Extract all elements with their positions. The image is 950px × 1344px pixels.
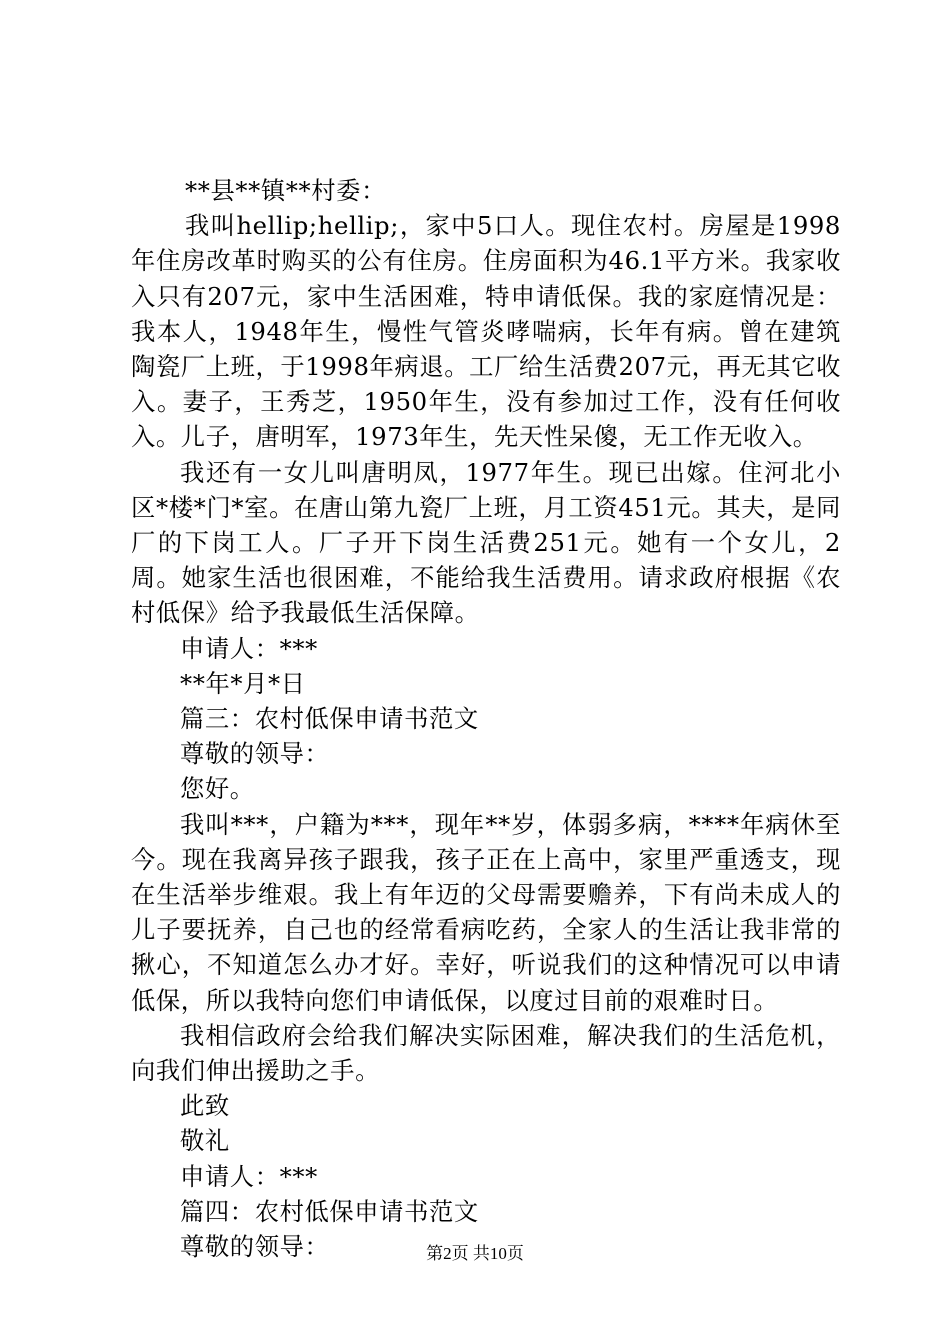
salutation-line: 尊敬的领导：	[180, 739, 330, 769]
salutation-line: 尊敬的领导：	[180, 1232, 330, 1262]
page-footer	[0, 1243, 950, 1265]
closing-line: 敬礼	[180, 1126, 230, 1156]
document-body	[131, 173, 841, 1264]
page-number-label: 第2页 共10页	[426, 1244, 524, 1263]
date-line: **年*月*日	[180, 668, 306, 698]
greeting-line: 您好。	[180, 774, 255, 804]
applicant-line: 申请人：***	[180, 633, 318, 663]
body-paragraph: 我还有一女儿叫唐明凤，1977年生。现已出嫁。住河北小区*楼*门*室。在唐山第九瓷厂上班，月工资451元。其夫，是同厂的下岗工人。厂子开下岗生活费251元。她有一个女儿，2周。她家生活也很困难，不能给我生活费用。请求政府根据《农村低保》给予我最低生活保障。	[131, 457, 841, 628]
body-paragraph: 我相信政府会给我们解决实际困难，解决我们的生活危机，向我们伸出援助之手。	[131, 1020, 841, 1086]
section-heading: 篇三：农村低保申请书范文	[180, 704, 479, 734]
body-paragraph: 我叫***，户籍为***，现年**岁，体弱多病，****年病休至今。现在我离异孩子跟我，孩子正在上高中，家里严重透支，现在生活举步维艰。我上有年迈的父母需要赡养，下有尚未成人的儿子要抚养，自己也的经常看病吃药，全家人的生活让我非常的揪心，不知道怎么办才好。幸好，听说我们的这种情况可以申请低保，所以我特向您们申请低保，以度过目前的艰难时日。	[131, 809, 841, 1015]
section-heading: 篇四：农村低保申请书范文	[180, 1196, 479, 1226]
salutation-line: **县**镇**村委：	[185, 176, 386, 205]
closing-line: 此致	[180, 1091, 230, 1121]
body-paragraph: 我叫hellip;hellip;，家中5口人。现住农村。房屋是1998年住房改革时购买的公有住房。住房面积为46.1平方米。我家收入只有207元，家中生活困难，特申请低保。我的家庭情况是：我本人，1948年生，慢性气管炎哮喘病，长年有病。曾在建筑陶瓷厂上班，于1998年病退。工厂给生活费207元，再无其它收入。妻子，王秀芝，1950年生，没有参加过工作，没有任何收入。儿子，唐明军，1973年生，先天性呆傻，无工作无收入。	[131, 211, 841, 452]
applicant-line: 申请人：***	[180, 1161, 318, 1191]
